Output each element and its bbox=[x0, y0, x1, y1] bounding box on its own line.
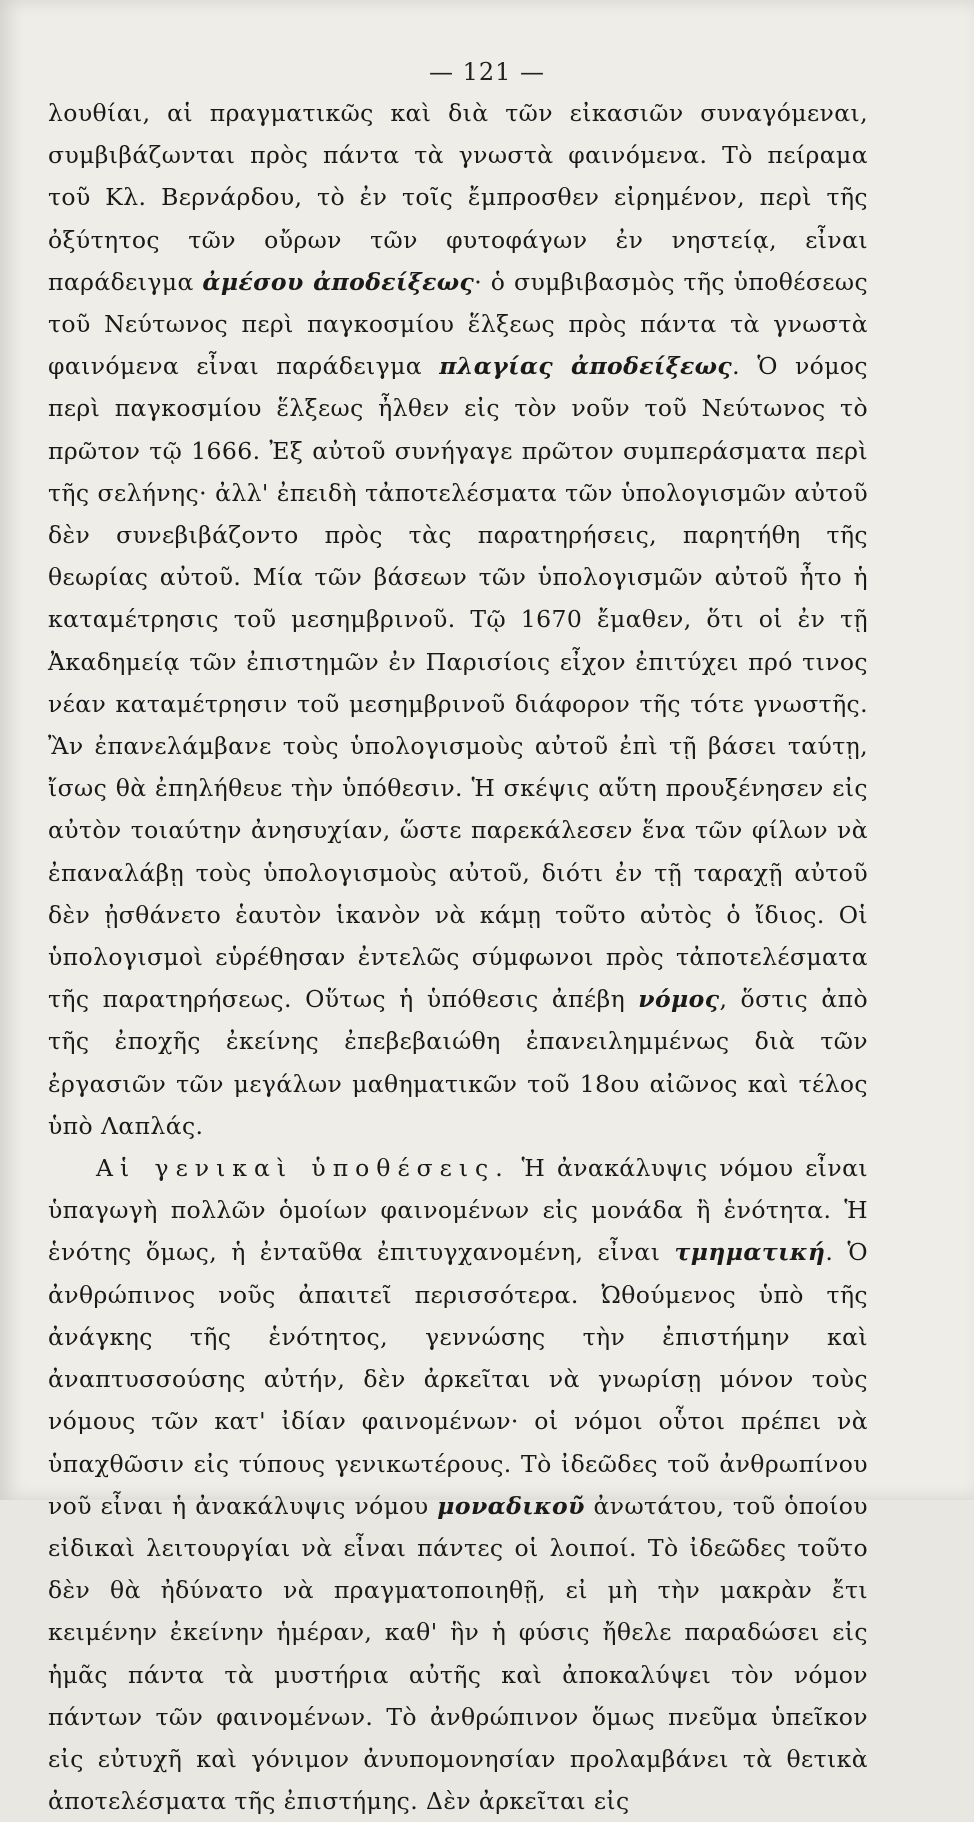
emphasis-indirect-proof: πλαγίας ἀποδείξεως bbox=[439, 352, 733, 381]
section-heading: Αἱ γενικαὶ ὑποθέσεις. bbox=[96, 1154, 510, 1183]
emphasis-direct-proof: ἀμέσου ἀποδείξεως bbox=[202, 267, 475, 296]
page-number: — 121 — bbox=[428, 58, 546, 86]
paragraph-1 bbox=[48, 92, 868, 1147]
paragraph-2 bbox=[48, 1147, 868, 1822]
emphasis-law: νόμος bbox=[638, 985, 720, 1014]
paragraph-2-text-1: Ἡ ἀνακάλυψις νόμου εἶναι ὑπαγωγὴ πολλῶν ὁμοίων φαινομένων εἰς μονάδα ἢ ἑνότητα. Ἡ ἑνότης ὅμως, ἡ ἐνταῦθα ἐπιτυγχανομένη, εἶναι bbox=[48, 1154, 868, 1267]
body-text bbox=[48, 92, 868, 1822]
paragraph-2-text-2: . Ὁ ἀνθρώπινος νοῦς ἀπαιτεῖ περισσότερα. Ὠθούμενος ὑπὸ τῆς ἀνάγκης τῆς ἑνότητος, γεννώσης τὴν ἐπιστήμην καὶ ἀναπτυσσούσης αὐτήν, δὲν ἀρκεῖται νὰ γνωρίσῃ μόνον τοὺς νόμους τῶν κατ' ἰδίαν φαινομένων· οἱ νόμοι οὗτοι πρέπει νὰ ὑπαχθῶσιν εἰς τύπους γενικωτέρους. Τὸ ἰδεῶδες τοῦ ἀνθρωπίνου νοῦ εἶναι ἡ ἀνακάλυψις νόμου bbox=[48, 1238, 868, 1520]
paragraph-2-text-3: ἀνωτάτου, τοῦ ὁποίου εἰδικαὶ λειτουργίαι νὰ εἶναι πάντες οἱ λοιποί. Τὸ ἰδεῶδες τοῦτο δὲν θὰ ἠδύνατο νὰ πραγματοποιηθῇ, εἰ μὴ τὴν μακρὰν ἔτι κειμένην ἐκείνην ἡμέραν, καθ' ἣν ἡ φύσις ἤθελε παραδώσει εἰς ἡμᾶς πάντα τὰ μυστήρια αὐτῆς καὶ ἀποκαλύψει τὸν νόμον πάντων τῶν φαινομένων. Τὸ ἀνθρώπινον ὅμως πνεῦμα ὑπεῖκον εἰς εὐτυχῆ καὶ γόνιμον ἀνυπομονησίαν προλαμβάνει τὰ θετικὰ ἀποτελέσματα τῆς ἐπιστήμης. Δὲν ἀρκεῖται εἰς bbox=[48, 1491, 868, 1816]
paragraph-1-text-1: λουθίαι, αἱ πραγματικῶς καὶ διὰ τῶν εἰκασιῶν συναγόμεναι, συμβιβάζωνται πρὸς πάντα τὰ γνωστὰ φαινόμενα. Τὸ πείραμα τοῦ Κλ. Βερνάρδου, τὸ ἐν τοῖς ἔμπροσθεν εἰρημένον, περὶ τῆς ὀξύτητος τῶν οὔρων τῶν φυτοφάγων ἐν νηστείᾳ, εἶναι παράδειγμα bbox=[48, 99, 868, 296]
paragraph-1-text-4: , ὅστις ἀπὸ τῆς ἐποχῆς ἐκείνης ἐπεβεβαιώθη ἐπανειλημμένως διὰ τῶν ἐργασιῶν τῶν μεγάλων μαθηματικῶν τοῦ 18ου αἰῶνος καὶ τέλος ὑπὸ Λαπλάς. bbox=[48, 985, 868, 1140]
paragraph-1-text-3: . Ὁ νόμος περὶ παγκοσμίου ἕλξεως ἦλθεν εἰς τὸν νοῦν τοῦ Νεύτωνος τὸ πρῶτον τῷ 1666. Ἐξ αὐτοῦ συνήγαγε πρῶτον συμπεράσματα περὶ τῆς σελήνης· ἀλλ' ἐπειδὴ τἀποτελέσματα τῶν ὑπολογισμῶν αὐτοῦ δὲν συνεβιβάζοντο πρὸς τὰς παρατηρήσεις, παρητήθη τῆς θεωρίας αὐτοῦ. Μία τῶν βάσεων τῶν ὑπολογισμῶν αὐτοῦ ἦτο ἡ καταμέτρησις τοῦ μεσημβρινοῦ. Τῷ 1670 ἔμαθεν, ὅτι οἱ ἐν τῇ Ἀκαδημείᾳ τῶν ἐπιστημῶν ἐν Παρισίοις εἶχον ἐπιτύχει πρό τινος νέαν καταμέτρησιν τοῦ μεσημβρινοῦ διάφορον τῆς τότε γνωστῆς. Ἂν ἐπανελάμβανε τοὺς ὑπολογισμοὺς αὐτοῦ ἐπὶ τῇ βάσει ταύτῃ, ἴσως θὰ ἐπηλήθευε τὴν ὑπόθεσιν. Ἡ σκέψις αὕτη προυξένησεν εἰς αὐτὸν τοιαύτην ἀνησυχίαν, ὥστε παρεκάλεσεν ἕνα τῶν φίλων νὰ ἐπαναλάβῃ τοὺς ὑπολογισμοὺς αὐτοῦ, διότι ἐν τῇ ταραχῇ αὐτοῦ δὲν ᾐσθάνετο ἑαυτὸν ἱκανὸν νὰ κάμῃ τοῦτο αὐτὸς ὁ ἴδιος. Οἱ ὑπολογισμοὶ εὑρέθησαν ἐντελῶς σύμφωνοι πρὸς τἀποτελέσματα τῆς παρατηρήσεως. Οὕτως ἡ ὑπόθεσις ἀπέβη bbox=[48, 352, 868, 1014]
paragraph-1-text-2: · ὁ συμβιβασμὸς τῆς ὑποθέσεως τοῦ Νεύτωνος περὶ παγκοσμίου ἕλξεως πρὸς πάντα τὰ γνωστὰ φαινόμενα εἶναι παράδειγμα bbox=[48, 267, 869, 381]
emphasis-partial: τμηματική bbox=[674, 1238, 826, 1267]
emphasis-unique: μοναδικοῦ bbox=[437, 1491, 585, 1520]
